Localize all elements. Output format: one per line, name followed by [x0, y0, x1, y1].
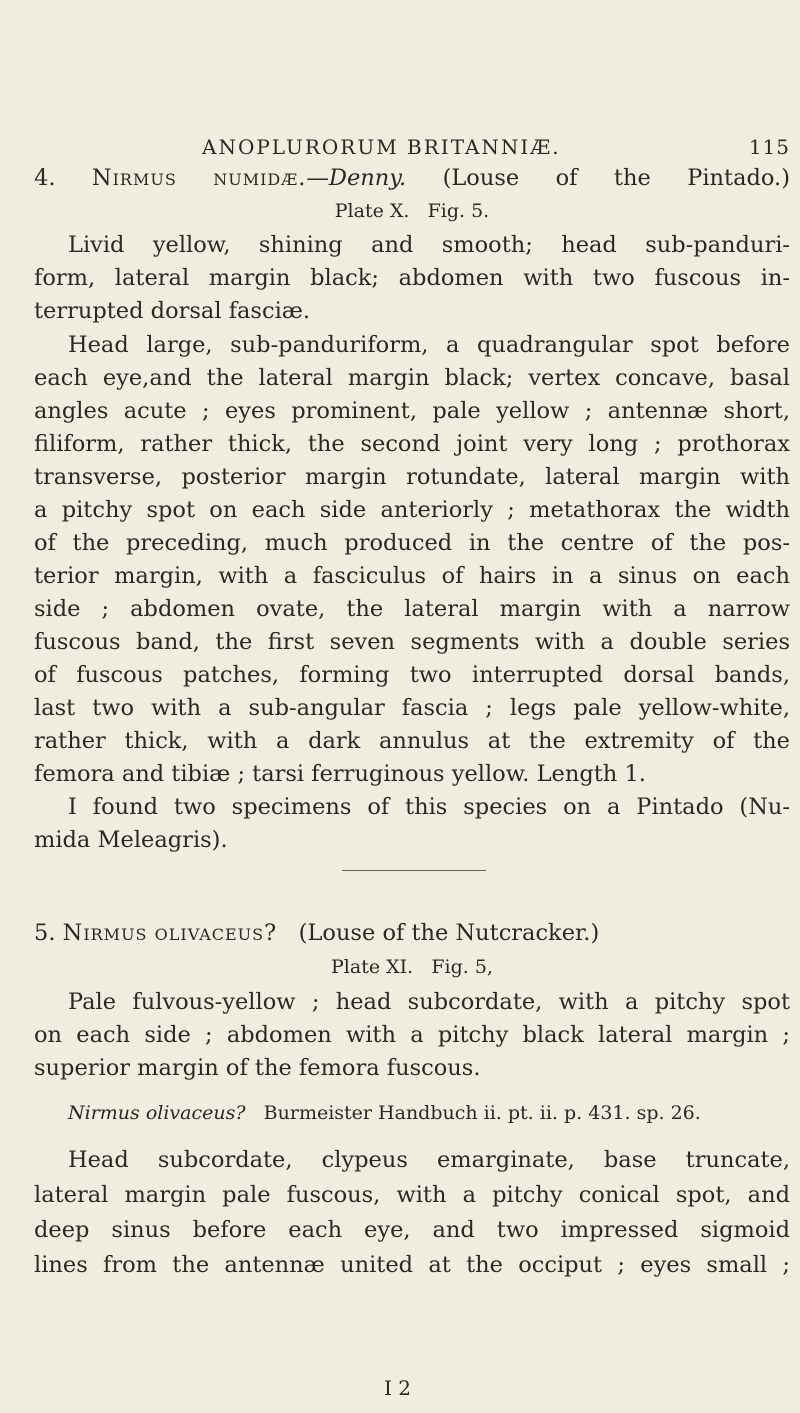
running-title: ANOPLURORUM BRITANNIÆ. [202, 135, 561, 159]
paragraph-line: of fuscous patches, forming two interrupted dorsal bands, [34, 662, 790, 688]
entry-number: 4. [34, 165, 56, 191]
paragraph-line: femora and tibiæ ; tarsi ferruginous yellow. Length 1. [34, 761, 646, 787]
signature-mark: I 2 [384, 1376, 411, 1400]
paragraph-line: a pitchy spot on each side anteriorly ; metathorax the width [34, 497, 790, 523]
paragraph-line: on each side ; abdomen with a pitchy black lateral margin ; [34, 1022, 790, 1048]
paragraph-line: lines from the antennæ united at the occiput ; eyes small ; [34, 1252, 790, 1278]
paragraph-line: angles acute ; eyes prominent, pale yellow ; antennæ short, [34, 398, 790, 424]
paragraph-line: Pale fulvous-yellow ; head subcordate, with a pitchy spot [68, 989, 790, 1015]
paragraph-line: lateral margin pale fuscous, with a pitchy conical spot, and [34, 1182, 790, 1208]
entry-number: 5. [34, 920, 56, 946]
paragraph-line: fuscous band, the first seven segments with a double series [34, 629, 790, 655]
paragraph-line: Head subcordate, clypeus emarginate, base truncate, [68, 1147, 790, 1173]
plate-label: Plate XI. [331, 956, 414, 978]
paragraph-line: form, lateral margin black; abdomen with two fuscous in- [34, 265, 790, 291]
paragraph-line: terior margin, with a fasciculus of hairs in a sinus on each [34, 563, 790, 589]
paragraph-line: transverse, posterior margin rotundate, lateral margin with [34, 464, 790, 490]
section-divider [342, 870, 486, 871]
paragraph-line: terrupted dorsal fasciæ. [34, 298, 311, 324]
plate-reference [34, 196, 790, 226]
figure-label: Fig. 5. [427, 200, 490, 222]
figure-label: Fig. 5, [431, 956, 493, 978]
paragraph-line: I found two specimens of this species on a Pintado (Nu- [68, 794, 790, 820]
paragraph-line: of the preceding, much produced in the centre of the pos- [34, 530, 790, 556]
paragraph-line: superior margin of the femora fuscous. [34, 1055, 481, 1081]
paragraph-line: rather thick, with a dark annulus at the extremity of the [34, 728, 790, 754]
entry-heading-5 [34, 918, 790, 948]
genus-name: Nirmus [91, 165, 177, 191]
paragraph-line: deep sinus before each eye, and two impressed sigmoid [34, 1217, 790, 1243]
paragraph-line: last two with a sub-angular fascia ; legs pale yellow-white, [34, 695, 790, 721]
paragraph-line: side ; abdomen ovate, the lateral margin with a narrow [34, 596, 790, 622]
paragraph-line: Livid yellow, shining and smooth; head sub-panduri- [68, 232, 790, 258]
synonym-name: Nirmus olivaceus? [68, 1102, 246, 1124]
common-name: (Louse of the Nutcracker.) [298, 920, 600, 946]
plate-label: Plate X. [334, 200, 410, 222]
genus-name: Nirmus [62, 920, 148, 946]
page-number: 115 [748, 135, 790, 159]
species-name: olivaceus? [154, 920, 278, 946]
synonym-reference: Burmeister Handbuch ii. pt. ii. p. 431. sp. 26. [263, 1102, 701, 1124]
common-name: (Louse of the Pintado.) [442, 165, 790, 191]
paragraph-line: mida Meleagris). [34, 827, 228, 853]
paragraph-line: Head large, sub-panduriform, a quadrangular spot before [68, 332, 790, 358]
synonym-line [68, 1098, 800, 1128]
entry-heading-4 [34, 163, 790, 193]
species-name: numidæ. [213, 165, 307, 191]
book-page [34, 0, 790, 1413]
plate-reference [34, 952, 790, 982]
paragraph-line: filiform, rather thick, the second joint very long ; prothorax [34, 431, 790, 457]
author-name: —Denny. [306, 165, 407, 191]
paragraph-line: each eye,and the lateral margin black; vertex concave, basal [34, 365, 790, 391]
